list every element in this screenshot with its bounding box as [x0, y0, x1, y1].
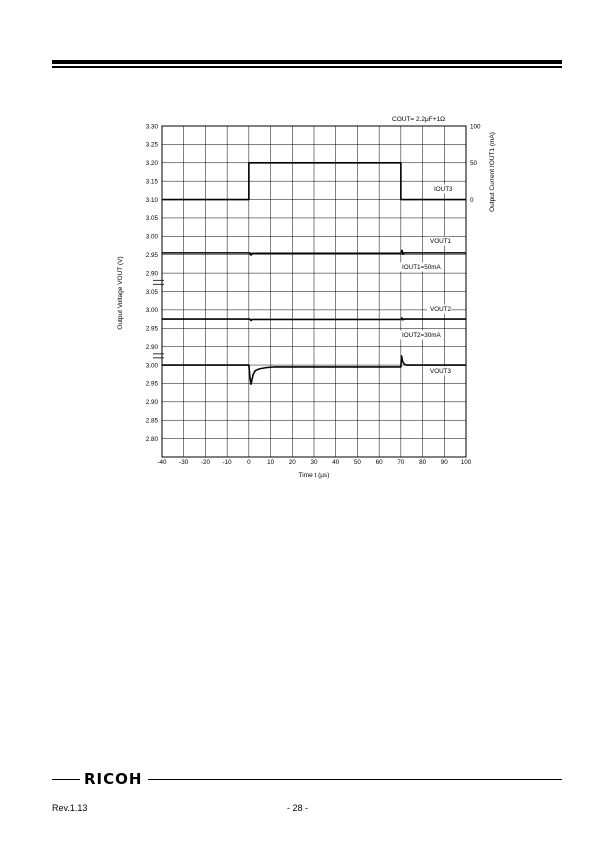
series-label-iout3: IOUT3 [434, 186, 453, 193]
ricoh-logo: RICOH [84, 770, 143, 788]
x-tick-label: 60 [375, 459, 383, 466]
y-tick-label: 2.90 [145, 270, 158, 278]
page-number: - 28 - [286, 803, 308, 813]
y-tick-label: 2.95 [145, 380, 158, 388]
y-tick-label: 3.25 [145, 141, 158, 149]
left-axis-label: Output Voltage VOUT (V) [117, 256, 124, 330]
y-tick-label: 2.90 [145, 399, 158, 407]
x-tick-label: 90 [440, 459, 448, 466]
x-tick-label: 70 [397, 459, 405, 466]
revision-label: Rev.1.13 [52, 803, 88, 813]
y-tick-label: 3.05 [145, 288, 158, 296]
x-tick-label: 40 [332, 459, 340, 466]
x-tick-label: 100 [460, 459, 472, 466]
load-label-iout1: IOUT1=50mA [402, 264, 441, 271]
x-tick-label: 80 [419, 459, 427, 466]
y-tick-label: 2.90 [145, 343, 158, 351]
footer-rule-left [52, 779, 80, 780]
right-tick-label: 100 [470, 123, 481, 131]
right-axis-label: Output Current IOUT1 (mA) [489, 132, 496, 212]
x-tick-label: -30 [179, 459, 189, 466]
chart-labels [146, 123, 481, 466]
load-label-iout2: IOUT2=30mA [402, 332, 441, 339]
x-tick-label: -20 [200, 459, 210, 466]
x-tick-label: 20 [288, 459, 296, 466]
capacitor-annotation: COUT= 2.2μF+1Ω [392, 116, 446, 123]
right-tick-label: 50 [470, 160, 478, 168]
y-tick-label: 3.30 [145, 123, 158, 131]
y-tick-label: 3.05 [145, 215, 158, 223]
x-axis-label: Time t (μs) [298, 472, 330, 479]
y-tick-label: 3.10 [145, 196, 158, 204]
y-tick-label: 2.95 [145, 325, 158, 333]
y-tick-label: 3.00 [145, 307, 158, 315]
series-label-vout1: VOUT1 [430, 238, 451, 245]
series-label-vout2: VOUT2 [430, 306, 451, 313]
y-tick-label: 3.15 [145, 178, 158, 186]
x-tick-label: -40 [157, 459, 167, 466]
x-tick-label: -10 [222, 459, 232, 466]
x-tick-label: 50 [353, 459, 361, 466]
x-tick-label: 30 [310, 459, 318, 466]
y-tick-label: 2.85 [145, 417, 158, 425]
y-tick-label: 2.95 [145, 252, 158, 260]
footer-rule-right [148, 779, 562, 780]
chart-grid [153, 126, 466, 457]
y-tick-label: 3.00 [145, 362, 158, 370]
x-tick-label: 0 [247, 459, 251, 466]
y-tick-label: 3.00 [145, 233, 158, 241]
x-tick-label: 10 [267, 459, 275, 466]
y-tick-label: 3.20 [145, 160, 158, 168]
y-tick-label: 2.80 [145, 435, 158, 443]
right-tick-label: 0 [470, 196, 474, 204]
series-label-vout3: VOUT3 [430, 368, 451, 375]
